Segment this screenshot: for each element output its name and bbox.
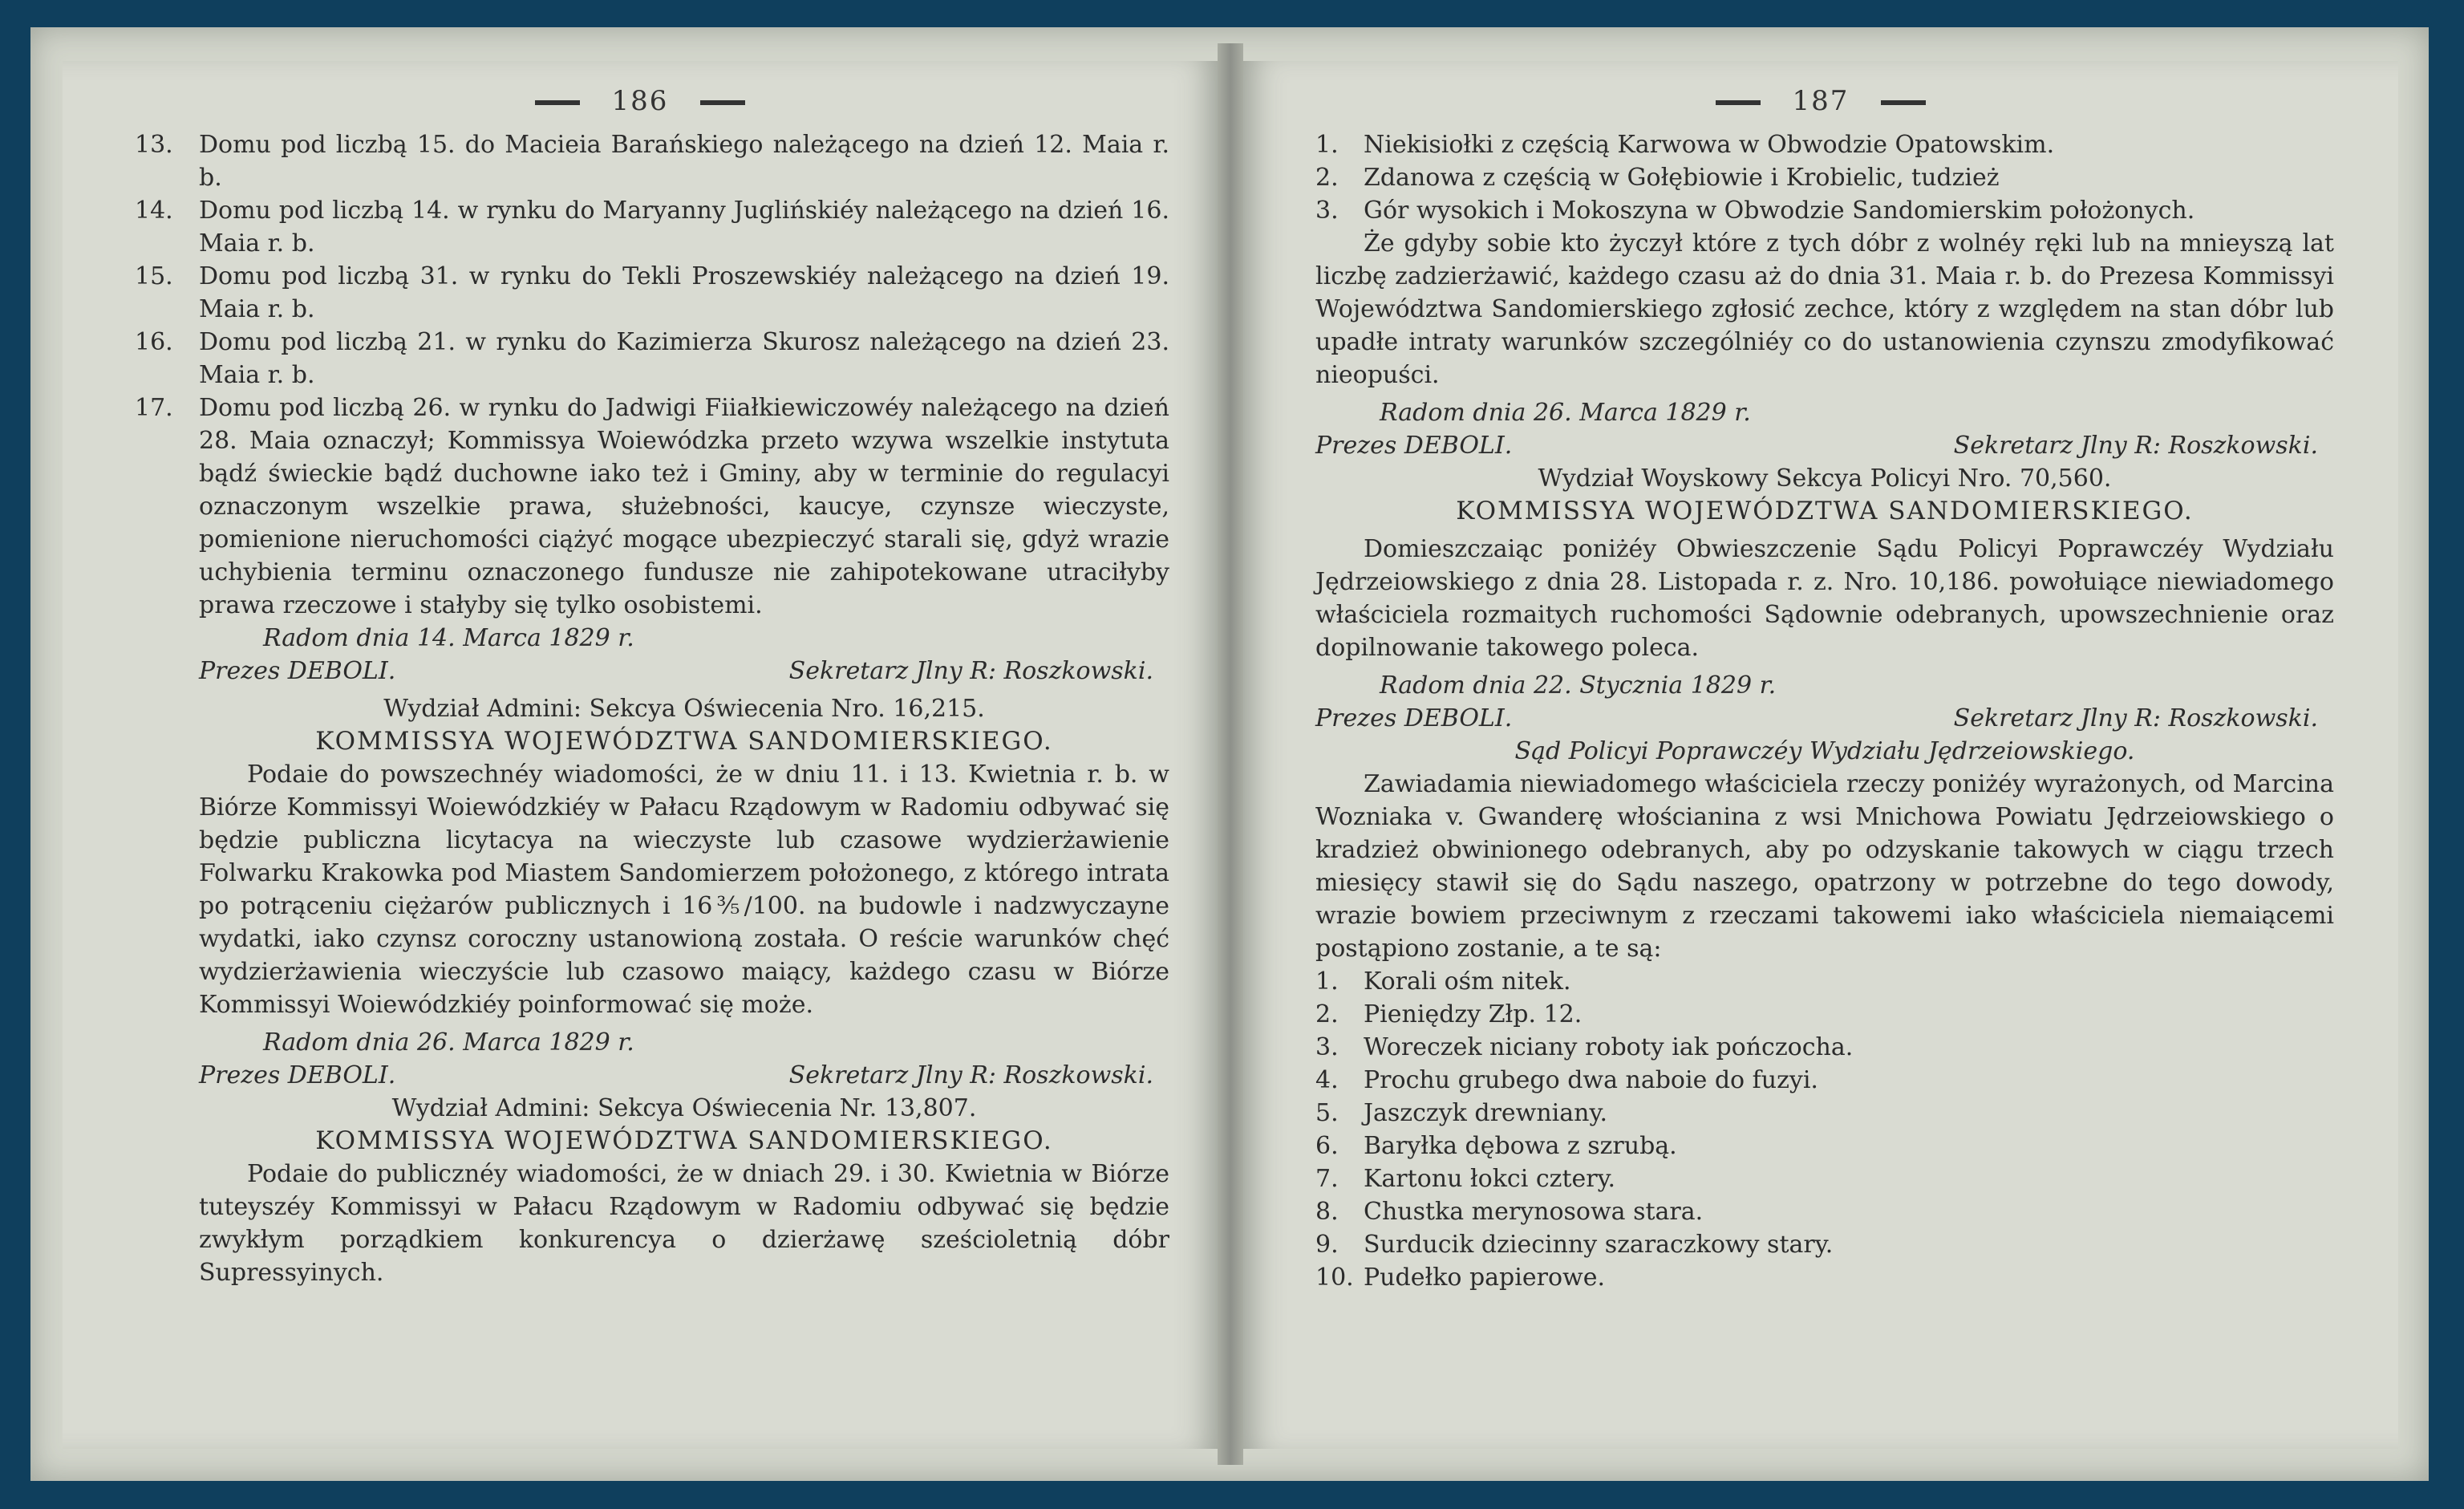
dash-ornament: [700, 100, 745, 105]
list-item: [1315, 998, 2334, 1031]
list-item: [135, 326, 1169, 391]
announcement-paragraph: Że gdyby sobie kto życzył które z tych dóbr z wolnéy ręki lub na mnieyszą lat liczbę zadzierżawić, każdego czasu aż do dnia 31. Maia r. b. do Prezesa Kommissyi Województwa Sandomierskiego zgłosić zechce, który z względem na stan dóbr lub upadłe intraty warunków szczególniéy co do ustanowienia czynszu zmodyfikować nieopuści.: [1315, 229, 2334, 389]
list-item: [1315, 1031, 2334, 1064]
item-text: Surducik dziecinny szaraczkowy stary.: [1364, 1231, 1834, 1259]
department-reference: Wydział Woyskowy Sekcya Policyi Nro. 70,560.: [1538, 464, 2112, 493]
item-number: 16.: [135, 328, 173, 356]
item-number: 1.: [1315, 131, 1339, 159]
item-number: 10.: [1315, 1264, 1354, 1292]
item-number: 3.: [1315, 197, 1339, 225]
item-text: Baryłka dębowa z szrubą.: [1364, 1132, 1677, 1160]
department-reference: Wydział Admini: Sekcya Oświecenia Nr. 13,807.: [391, 1094, 977, 1122]
item-text: Kartonu łokci cztery.: [1364, 1165, 1616, 1193]
dash-ornament: [1716, 100, 1761, 105]
list-item: [1315, 161, 2334, 194]
court-heading: Sąd Policyi Poprawczéy Wydziału Jędrzeiowskiego.: [1514, 737, 2135, 765]
signature-row: [199, 1059, 1169, 1092]
signature-row: [1315, 702, 2334, 735]
item-number: 2.: [1315, 1000, 1339, 1028]
list-item: [135, 391, 1169, 622]
left-page-content: [63, 128, 1218, 1289]
section-heading: KOMMISSYA WOJEWÓDZTWA SANDOMIERSKIEGO.: [315, 1126, 1053, 1155]
department-reference: Wydział Admini: Sekcya Oświecenia Nro. 16,215.: [383, 695, 985, 723]
item-number: 5.: [1315, 1099, 1339, 1127]
item-text: Niekisiołki z częścią Karwowa w Obwodzie Opatowskim.: [1364, 131, 2055, 159]
list-item: [1315, 1064, 2334, 1097]
list-item: [1315, 1195, 2334, 1228]
item-text: Domu pod liczbą 14. w rynku do Maryanny Juglińskiéy należącego na dzień 16. Maia r. b.: [199, 197, 1169, 258]
list-item: [1315, 1130, 2334, 1162]
right-page-content: [1243, 128, 2398, 1294]
scanned-book-spread: [30, 27, 2429, 1481]
announcement-paragraph: Podaie do powszechnéy wiadomości, że w dniu 11. i 13. Kwietnia r. b. w Biórze Kommissyi Woiewódzkiéy w Pałacu Rządowym w Radomiu odbywać się będzie publiczna licytacya na wieczyste lub czasowe wydzierżawienie Folwarku Krakowka pod Miastem Sandomierzem położonego, z którego intrata po potrąceniu ciężarów publicznych i 16⅗/100. na budowle i nadzwyczayne wydatki, iako czynsz coroczny ustanowioną została. O reście warunków chęć wydzierżawienia wieczyście lub czasowo maiący, każdego czasu w Biórze Kommissyi Woiewódzkiéy poinformować się może.: [199, 761, 1169, 1019]
item-number: 6.: [1315, 1132, 1339, 1160]
list-item: [1315, 1228, 2334, 1261]
page-number: 187: [1243, 85, 2398, 117]
list-item: [135, 194, 1169, 260]
item-number: 17.: [135, 394, 173, 422]
items-list: [1315, 965, 2334, 1294]
item-text: Korali ośm nitek.: [1364, 967, 1571, 996]
estate-list: [1315, 128, 2334, 227]
item-text: Domu pod liczbą 21. w rynku do Kazimierza Skurosz należącego na dzień 23. Maia r. b.: [199, 328, 1169, 389]
item-number: 8.: [1315, 1198, 1339, 1226]
signature-row: [1315, 429, 2334, 462]
item-number: 1.: [1315, 967, 1339, 996]
page-number: 186: [63, 85, 1218, 117]
list-item: [1315, 1261, 2334, 1294]
item-text: Gór wysokich i Mokoszyna w Obwodzie Sandomierskim położonych.: [1364, 197, 2195, 225]
item-text: Woreczek niciany roboty iak pończocha.: [1364, 1033, 1854, 1061]
item-text: Chustka merynosowa stara.: [1364, 1198, 1704, 1226]
item-text: Pudełko papierowe.: [1364, 1264, 1605, 1292]
dash-ornament: [1881, 100, 1926, 105]
book-gutter: [1218, 43, 1243, 1465]
list-item: [1315, 965, 2334, 998]
sekretarz-signature: Sekretarz Jlny R: Roszkowski.: [788, 657, 1153, 685]
item-text: Domu pod liczbą 31. w rynku do Tekli Proszewskiéy należącego na dzień 19. Maia r. b.: [199, 262, 1169, 323]
list-item: [135, 260, 1169, 326]
announcement-paragraph: Zawiadamia niewiadomego właściciela rzeczy poniżéy wyrażonych, od Marcina Wozniaka v. Gwanderę włościanina z wsi Mnichowa Powiatu Jędrzeiowskiego o kradzież obwinionego odebranych, aby po odzyskanie takowych w ciągu trzech miesięcy stawił się do Sądu naszego, opatrzony w potrzebne do tego dowody, wrazie bowiem przeciwnym z rzeczami takowemi iako właściciela niemaiącemi postąpiono zostanie, a te są:: [1315, 770, 2334, 963]
signature-row: [199, 655, 1169, 688]
section-heading: KOMMISSYA WOJEWÓDZTWA SANDOMIERSKIEGO.: [315, 727, 1053, 756]
sekretarz-signature: Sekretarz Jlny R: Roszkowski.: [1953, 704, 2318, 732]
section-heading: KOMMISSYA WOJEWÓDZTWA SANDOMIERSKIEGO.: [1456, 497, 2194, 525]
announcement-paragraph: Podaie do publicznéy wiadomości, że w dniach 29. i 30. Kwietnia w Biórze tuteyszéy Kommissyi w Pałacu Rządowym w Radomiu odbywać się będzie zwykłym porządkiem konkurencya o dzierżawę sześcioletnią dóbr Supressyinych.: [199, 1160, 1169, 1287]
right-page: [1243, 61, 2398, 1449]
item-text: Domu pod liczbą 15. do Macieia Barańskiego należącego na dzień 12. Maia r. b.: [199, 131, 1169, 192]
prezes-signature: Prezes DEBOLI.: [1315, 432, 1513, 460]
place-date: Radom dnia 26. Marca 1829 r.: [1380, 399, 1751, 427]
item-text: Pieniędzy Złp. 12.: [1364, 1000, 1583, 1028]
prezes-signature: Prezes DEBOLI.: [1315, 704, 1513, 732]
place-date: Radom dnia 22. Stycznia 1829 r.: [1380, 671, 1777, 700]
list-item: [1315, 128, 2334, 161]
place-date: Radom dnia 14. Marca 1829 r.: [263, 624, 634, 652]
item-text: Zdanowa z częścią w Gołębiowie i Krobielic, tudzież: [1364, 164, 2000, 192]
sekretarz-signature: Sekretarz Jlny R: Roszkowski.: [788, 1061, 1153, 1089]
item-number: 15.: [135, 262, 173, 290]
prezes-signature: Prezes DEBOLI.: [199, 657, 396, 685]
item-text: Prochu grubego dwa naboie do fuzyi.: [1364, 1066, 1818, 1094]
list-item: [1315, 194, 2334, 227]
item-text: Domu pod liczbą 26. w rynku do Jadwigi Fiiałkiewiczowéy należącego na dzień 28. Maia oznaczył; Kommissya Woiewódzka przeto wzywa wszelkie instytuta bądź świeckie bądź duchowne iako też i Gminy, aby w terminie do regulacyi oznaczonym wszelkie prawa, służebności, kaucye, czynsze wieczyste, pomienione nieruchomości ciążyć mogące ubezpieczyć starali się, gdyż wrazie uchybienia terminu oznaczonego fundusze nie zahipotekowane utraciłyby prawa rzeczowe i stałyby się tylko osobistemi.: [199, 394, 1169, 619]
list-item: [1315, 1097, 2334, 1130]
item-number: 13.: [135, 131, 173, 159]
item-number: 3.: [1315, 1033, 1339, 1061]
sekretarz-signature: Sekretarz Jlny R: Roszkowski.: [1953, 432, 2318, 460]
item-text: Jaszczyk drewniany.: [1364, 1099, 1607, 1127]
list-item: [1315, 1162, 2334, 1195]
dash-ornament: [535, 100, 580, 105]
item-number: 7.: [1315, 1165, 1339, 1193]
item-number: 2.: [1315, 164, 1339, 192]
item-number: 14.: [135, 197, 173, 225]
item-number: 4.: [1315, 1066, 1339, 1094]
prezes-signature: Prezes DEBOLI.: [199, 1061, 396, 1089]
left-page: [63, 61, 1218, 1449]
announcement-paragraph: Domieszczaiąc poniżéy Obwieszczenie Sądu Policyi Poprawczéy Wydziału Jędrzeiowskiego z dnia 28. Listopada r. z. Nro. 10,186. powołuiące niewiadomego właściciela rozmaitych ruchomości Sądownie odebranych, upowszechnienie oraz dopilnowanie takowego poleca.: [1315, 535, 2334, 662]
list-item: [135, 128, 1169, 194]
item-number: 9.: [1315, 1231, 1339, 1259]
place-date: Radom dnia 26. Marca 1829 r.: [263, 1028, 634, 1057]
